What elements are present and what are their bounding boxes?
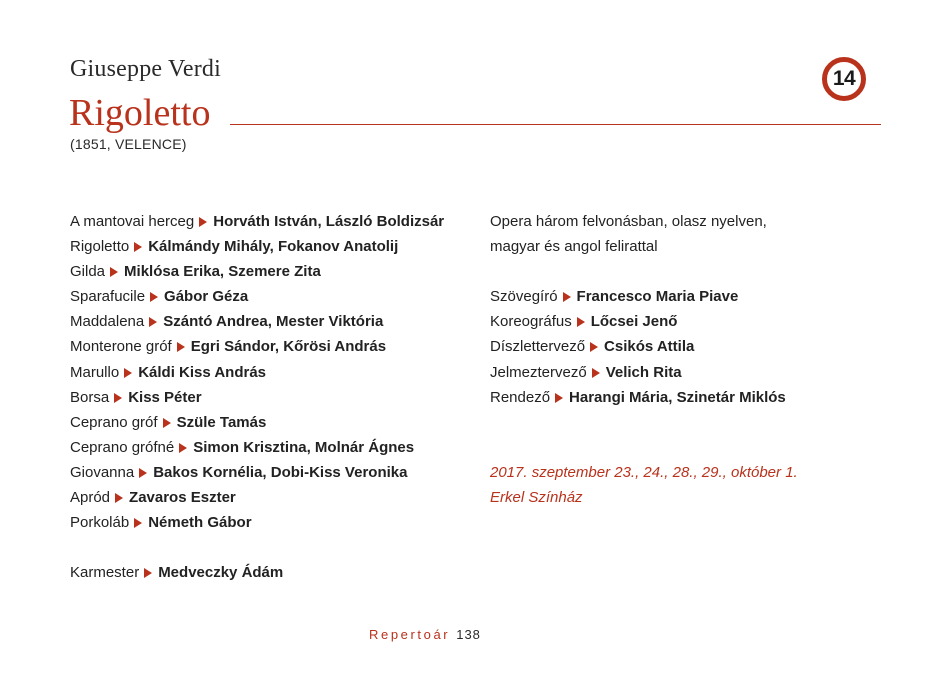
cast-row (70, 234, 444, 259)
performer-names: Simon Krisztina, Molnár Ágnes (193, 438, 415, 456)
arrow-icon (179, 443, 187, 453)
title-rule (230, 124, 881, 125)
arrow-icon (110, 267, 118, 277)
performer-names: Medveczky Ádám (158, 564, 284, 582)
role-label: Rendező (490, 388, 551, 406)
creator-names: Csikós Attila (604, 338, 695, 356)
role-label: Marullo (70, 363, 120, 381)
cast-row (70, 360, 444, 385)
cast-row (70, 410, 444, 435)
composer-name: Giuseppe Verdi (70, 56, 221, 82)
cast-row (70, 309, 444, 334)
cast-row (70, 510, 444, 535)
role-label: Giovanna (70, 463, 135, 481)
cast-row (70, 485, 444, 510)
cast-row (70, 259, 444, 284)
creator-names: Francesco Maria Piave (576, 288, 739, 306)
subtitle: (1851, VELENCE) (70, 136, 187, 152)
page-title: Rigoletto (69, 92, 211, 134)
role-label: Rigoletto (70, 238, 130, 256)
performer-names: Miklósa Erika, Szemere Zita (124, 263, 321, 281)
cast-row (70, 435, 444, 460)
arrow-icon (124, 368, 132, 378)
performer-names: Szántó Andrea, Mester Viktória (163, 313, 384, 331)
arrow-icon (163, 418, 171, 428)
performer-names: Egri Sándor, Kőrösi András (190, 338, 387, 356)
cast-row (70, 209, 444, 234)
spacer (490, 410, 798, 435)
creator-names: Lőcsei Jenő (590, 313, 678, 331)
spacer (70, 535, 444, 560)
footer-section: Repertoár (369, 627, 451, 642)
age-rating-badge: 14 (822, 57, 866, 101)
page-footer (369, 627, 481, 642)
page-number: 138 (456, 627, 481, 642)
arrow-icon (177, 342, 185, 352)
arrow-icon (150, 292, 158, 302)
role-label: Gilda (70, 263, 106, 281)
arrow-icon (590, 342, 598, 352)
performance-venue: Erkel Színház (490, 489, 583, 507)
arrow-icon (134, 242, 142, 252)
role-label: Szövegíró (490, 288, 558, 306)
role-label: Ceprano gróf (70, 413, 158, 431)
performer-names: Kiss Péter (128, 388, 202, 406)
arrow-icon (134, 518, 142, 528)
role-label: Monterone gróf (70, 338, 172, 356)
performance-dates: 2017. szeptember 23., 24., 28., 29., október 1. (490, 463, 798, 481)
role-label: Díszlettervező (490, 338, 586, 356)
creator-row (490, 284, 798, 309)
arrow-icon (115, 493, 123, 503)
arrow-icon (592, 368, 600, 378)
creator-row (490, 385, 798, 410)
performer-names: Kálmándy Mihály, Fokanov Anatolij (148, 238, 399, 256)
creator-row (490, 360, 798, 385)
arrow-icon (555, 393, 563, 403)
cast-row (70, 284, 444, 309)
info-line: Opera három felvonásban, olasz nyelven, (490, 213, 767, 230)
arrow-icon (139, 468, 147, 478)
performer-names: Gábor Géza (164, 288, 249, 306)
spacer (490, 259, 798, 284)
role-label: Karmester (70, 564, 140, 582)
role-label: Apród (70, 489, 111, 507)
arrow-icon (577, 317, 585, 327)
cast-row (70, 334, 444, 359)
role-label: Borsa (70, 388, 110, 406)
cast-row (70, 460, 444, 485)
performer-names: Horváth István, László Boldizsár (213, 213, 445, 230)
arrow-icon (114, 393, 122, 403)
arrow-icon (199, 217, 207, 227)
arrow-icon (144, 568, 152, 578)
role-label: Jelmeztervező (490, 363, 587, 381)
role-label: Porkoláb (70, 514, 130, 532)
creator-row (490, 309, 798, 334)
role-label: A mantovai herceg (70, 213, 195, 230)
performer-names: Németh Gábor (148, 514, 252, 532)
role-label: Maddalena (70, 313, 145, 331)
conductor-row (70, 560, 444, 585)
creator-row (490, 334, 798, 359)
cast-row (70, 385, 444, 410)
role-label: Ceprano grófné (70, 438, 175, 456)
spacer (490, 435, 798, 460)
performer-names: Zavaros Eszter (129, 489, 236, 507)
performer-names: Szüle Tamás (176, 413, 267, 431)
performer-names: Bakos Kornélia, Dobi-Kiss Veronika (153, 463, 408, 481)
production-info (490, 209, 798, 510)
performer-names: Káldi Kiss András (138, 363, 267, 381)
arrow-icon (563, 292, 571, 302)
info-line: magyar és angol felirattal (490, 238, 658, 256)
creator-names: Harangi Mária, Szinetár Miklós (569, 388, 786, 406)
role-label: Sparafucile (70, 288, 146, 306)
role-label: Koreográfus (490, 313, 572, 331)
cast-list (70, 209, 444, 585)
creator-names: Velich Rita (605, 363, 682, 381)
arrow-icon (149, 317, 157, 327)
